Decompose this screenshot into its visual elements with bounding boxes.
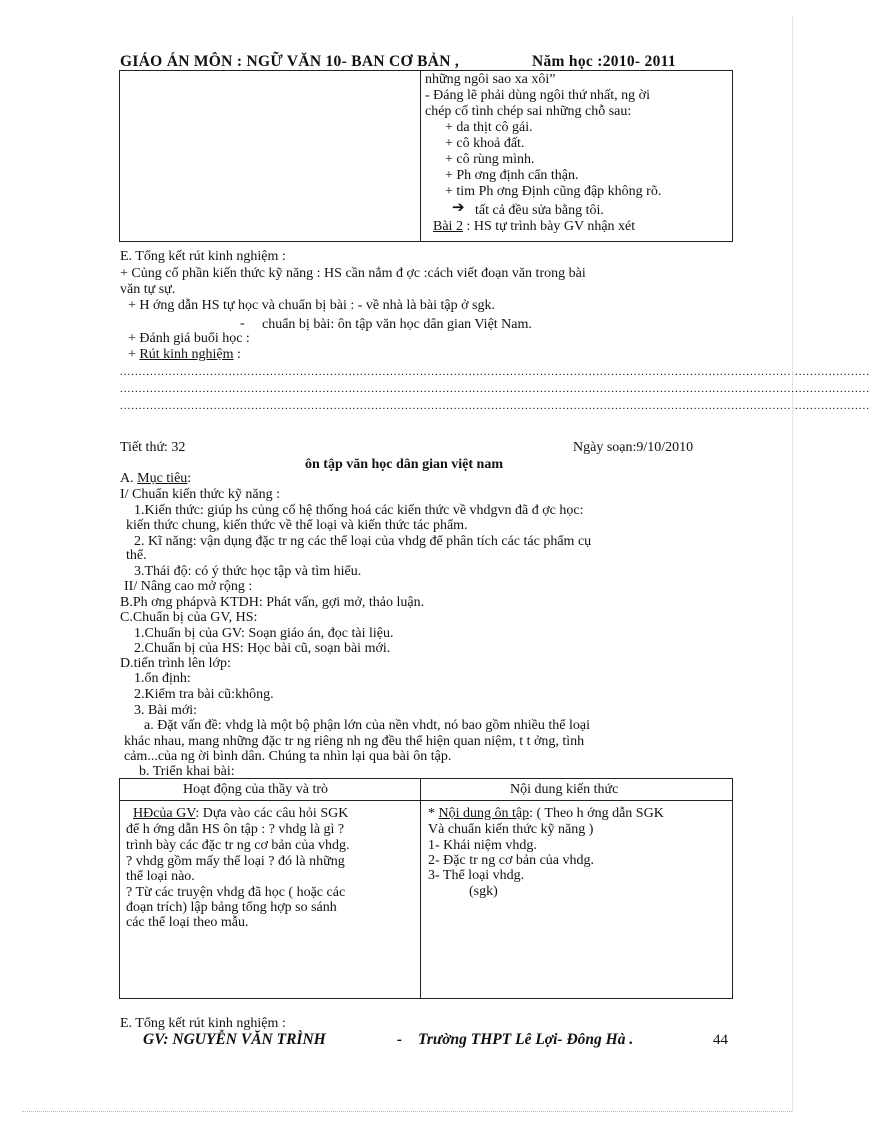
lesson-line: I/ Chuẩn kiến thức kỹ năng :	[120, 487, 281, 502]
teacher-activity-line: ? vhdg gồm mấy thể loại ? đó là những	[126, 854, 345, 869]
teacher-activity-line: các thể loại theo mẫu.	[126, 915, 249, 930]
column-header: Hoạt động của thầy và trò	[183, 782, 329, 797]
summary-line: + Đánh giá buổi học :	[128, 331, 250, 346]
plus-bullet: +	[128, 347, 140, 362]
summary-line: văn tự sự.	[120, 282, 176, 297]
teacher-activity-label: HĐcủa GV	[133, 806, 196, 821]
colon: :	[187, 471, 192, 486]
teacher-activity-line	[133, 806, 348, 821]
dotted-line: ........................................................................................................................................................................................................	[120, 383, 870, 395]
teacher-activity-line: ? Từ các truyện vhdg đã học ( hoặc các	[126, 885, 346, 900]
teacher-name: GV: NGUYỄN VĂN TRÌNH	[143, 1031, 326, 1048]
exercise-2-line	[433, 219, 635, 234]
cell-line: - Đáng lẽ phải dùng ngôi thứ nhất, ng ời	[425, 88, 650, 103]
page-border-right	[792, 16, 793, 1111]
objectives-label: Mục tiêu	[137, 471, 188, 486]
teacher-activity-line: trình bày các đặc tr ng cơ bản của vhdg.	[126, 838, 350, 853]
cell-line: + cô rùng mình.	[445, 152, 535, 167]
dotted-line: ........................................................................................................................................................................................................	[120, 400, 870, 412]
lesson-line: kiến thức chung, kiến thức về thể loại và kiến thức tác phẩm.	[126, 518, 468, 533]
lesson-line: b. Triển khai bài:	[139, 764, 235, 779]
colon: :	[233, 347, 241, 362]
lesson-line: 3.Thái độ: có ý thức học tập và tìm hiểu.	[134, 564, 362, 579]
lessons-learned-line	[128, 347, 241, 363]
cell-line: chép cố tình chép sai những chỗ sau:	[425, 104, 632, 119]
summary-line: + H ớng dẫn HS tự học và chuẩn bị bài : - về nhà là bài tập ở sgk.	[128, 298, 495, 313]
column-header: Nội dung kiến thức	[510, 782, 619, 797]
review-content-text: : ( Theo h ớng dẫn SGK	[529, 806, 664, 821]
section-a-prefix: A.	[120, 471, 138, 486]
teacher-activity-line: để h ớng dẫn HS ôn tập : ? vhdg là gì ?	[126, 822, 345, 837]
lesson-line: 1.Kiến thức: giúp hs củng cố hệ thống hoá các kiến thức về vhdgvn đã đ ợc học:	[134, 503, 584, 518]
summary-line: + Củng cố phần kiến thức kỹ năng : HS cần nắm đ ợc :cách viết đoạn văn trong bài	[120, 266, 586, 281]
lesson-line: D.tiến trình lên lớp:	[120, 656, 231, 671]
summary-heading: E. Tổng kết rút kinh nghiệm :	[120, 249, 286, 264]
lesson-line: C.Chuẩn bị của GV, HS:	[120, 610, 258, 625]
cell-line: những ngôi sao xa xôi”	[425, 72, 556, 87]
footer-dash: -	[397, 1031, 403, 1048]
dotted-line: ........................................................................................................................................................................................................	[120, 366, 870, 378]
star-bullet: *	[428, 806, 439, 821]
content-line: Và chuẩn kiến thức kỹ năng )	[428, 822, 594, 837]
summary-line: chuẩn bị bài: ôn tập văn học dân gian Việt Nam.	[262, 317, 532, 332]
teacher-activity-line: thể loại nào.	[126, 869, 195, 884]
exercise-2-text: : HS tự trình bày GV nhận xét	[466, 219, 636, 234]
content-line: 3- Thể loại vhdg.	[428, 868, 525, 883]
content-line	[428, 806, 664, 821]
cell-line: + tim Ph ơng Định cũng đập không rõ.	[445, 184, 662, 199]
lesson-line: 1.Chuẩn bị của GV: Soạn giáo án, đọc tài liệu.	[134, 626, 394, 641]
teacher-activity-text: : Dựa vào các câu hỏi SGK	[195, 806, 349, 821]
dash-bullet: -	[240, 316, 245, 331]
cell-line: + Ph ơng định cẩn thận.	[445, 168, 579, 183]
lesson-line: thể.	[126, 548, 147, 563]
teacher-activity-line: đoạn trích) lập bảng tổng hợp so sánh	[126, 900, 337, 915]
school-year: Năm học :2010- 2011	[532, 53, 676, 70]
objectives-heading	[120, 471, 191, 487]
document-header: GIÁO ÁN MÔN : NGỮ VĂN 10- BAN CƠ BẢN ,	[120, 53, 460, 70]
lesson-line: 3. Bài mới:	[134, 703, 198, 718]
cell-line: + cô khoả đất.	[445, 136, 525, 151]
exercise-2-label: Bài 2	[433, 219, 463, 234]
page-border-bottom	[22, 1111, 792, 1112]
lesson-line: 2.Kiểm tra bài cũ:không.	[134, 687, 274, 702]
cell-line: + da thịt cô gái.	[445, 120, 533, 135]
summary-heading: E. Tổng kết rút kinh nghiệm :	[120, 1016, 286, 1031]
content-line: (sgk)	[469, 884, 498, 899]
school-name: Trường THPT Lê Lợi- Đông Hà .	[418, 1031, 634, 1048]
empty-left-cell	[120, 71, 421, 242]
lesson-line: 1.ổn định:	[134, 671, 191, 686]
lesson-line: khác nhau, mang những đặc tr ng riêng nh ng đều thể hiện quan niệm, t t ởng, tình	[124, 734, 585, 749]
lesson-line: B.Ph ơng phápvà KTDH: Phát vấn, gợi mở, thảo luận.	[120, 595, 425, 610]
lesson-number: Tiết thứ: 32	[120, 440, 186, 455]
lessons-learned-label: Rút kinh nghiệm	[139, 347, 234, 362]
review-content-label: Nội dung ôn tập	[438, 806, 530, 821]
lesson-line: 2.Chuẩn bị của HS: Học bài cũ, soạn bài mới.	[134, 641, 391, 656]
content-line: 1- Khái niệm vhdg.	[428, 838, 537, 853]
cell-line: tất cả đều sửa bằng tôi.	[475, 203, 604, 218]
lesson-line: cảm...của ng ời bình dân. Chúng ta nhìn lại qua bài ôn tập.	[124, 749, 452, 764]
content-line: 2- Đặc tr ng cơ bản của vhdg.	[428, 853, 595, 868]
lesson-line: II/ Nâng cao mở rộng :	[124, 579, 253, 594]
prepared-date: Ngày soạn:9/10/2010	[573, 440, 694, 455]
page-number: 44	[713, 1032, 728, 1048]
lesson-line: a. Đặt vấn đề: vhdg là một bộ phận lớn của nền vhdt, nó bao gồm nhiều thể loại	[144, 718, 590, 733]
arrow-right-icon: ➔	[452, 200, 465, 216]
lesson-line: 2. Kĩ năng: vận dụng đặc tr ng các thể loại của vhdg để phân tích các tác phẩm cụ	[134, 534, 592, 549]
lesson-title: ôn tập văn học dân gian việt nam	[305, 457, 503, 472]
